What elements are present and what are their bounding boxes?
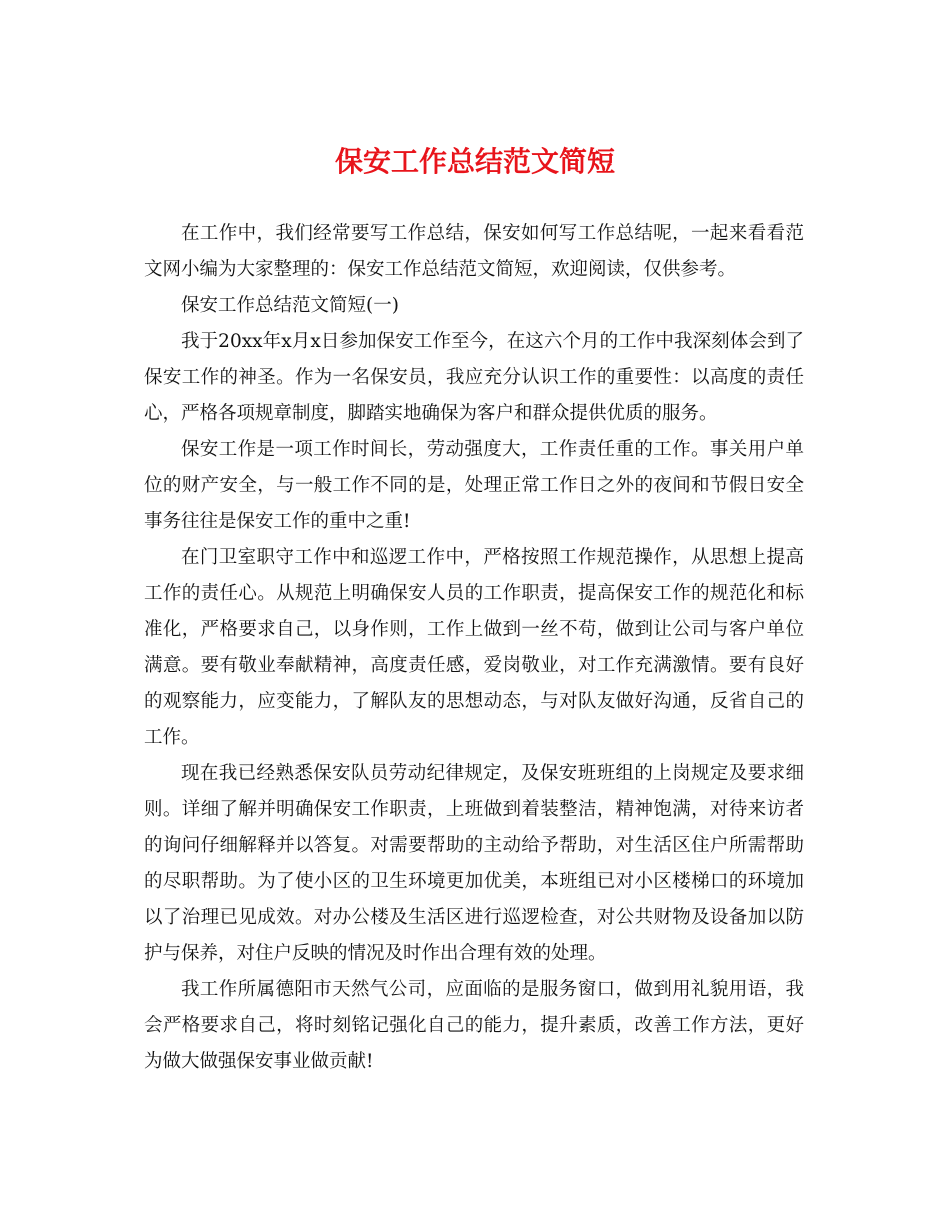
paragraph: 保安工作是一项工作时间长，劳动强度大，工作责任重的工作。事关用户单位的财产安全，与一般工作不同的是，处理正常工作日之外的夜间和节假日安全事务往往是保安工作的重中之重! [144,439,804,532]
document-body [144,216,804,1080]
section-heading: 保安工作总结范文简短(一) [181,295,399,316]
paragraph: 我工作所属德阳市天然气公司，应面临的是服务窗口，做到用礼貌用语，我会严格要求自己，将时刻铭记强化自己的能力，提升素质，改善工作方法，更好为做大做强保安事业做贡献! [144,979,804,1072]
paragraph: 我于20xx年x月x日参加保安工作至今，在这六个月的工作中我深刻体会到了保安工作的神圣。作为一名保安员，我应充分认识工作的重要性：以高度的责任心，严格各项规章制度，脚踏实地确保为客户和群众提供优质的服务。 [144,331,804,424]
paragraph-intro: 在工作中，我们经常要写工作总结，保安如何写工作总结呢，一起来看看范文网小编为大家整理的：保安工作总结范文简短，欢迎阅读，仅供参考。 [144,223,804,280]
paragraph: 现在我已经熟悉保安队员劳动纪律规定，及保安班班组的上岗规定及要求细则。详细了解并明确保安工作职责，上班做到着装整洁，精神饱满，对待来访者的询问仔细解释并以答复。对需要帮助的主动给予帮助，对生活区住户所需帮助的尽职帮助。为了使小区的卫生环境更加优美，本班组已对小区楼梯口的环境加以了治理已见成效。对办公楼及生活区进行巡逻检查，对公共财物及设备加以防护与保养，对住户反映的情况及时作出合理有效的处理。 [144,763,804,964]
document-title: 保安工作总结范文简短 [334,145,615,178]
paragraph: 在门卫室职守工作中和巡逻工作中，严格按照工作规范操作，从思想上提高工作的责任心。从规范上明确保安人员的工作职责，提高保安工作的规范化和标准化，严格要求自己，以身作则，工作上做到一丝不苟，做到让公司与客户单位满意。要有敬业奉献精神，高度责任感，爱岗敬业，对工作充满激情。要有良好的观察能力，应变能力，了解队友的思想动态，与对队友做好沟通，反省自己的工作。 [144,547,804,748]
